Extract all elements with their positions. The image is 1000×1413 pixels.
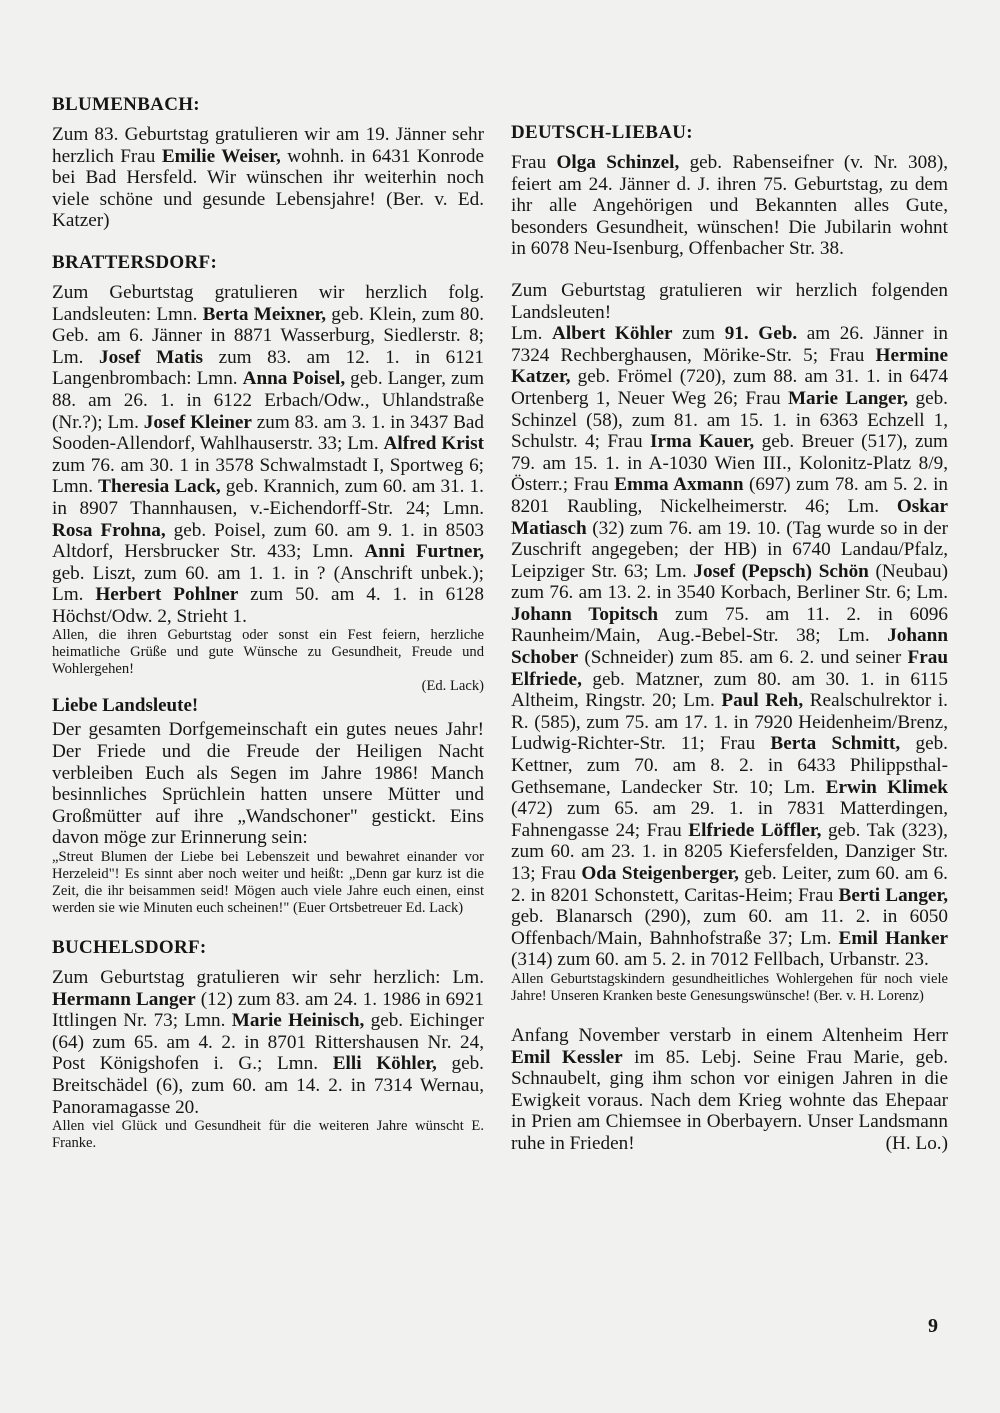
person-name: Emma Axmann bbox=[614, 474, 744, 496]
brattersdorf-text bbox=[52, 282, 484, 628]
text-run: geb. Breitschädel (6), zum 60. am 14. 2. in 7314 Wernau, Panoramagasse 20. bbox=[52, 1053, 484, 1118]
person-name: Albert Köhler bbox=[552, 323, 673, 345]
left-column bbox=[52, 94, 484, 1152]
person-name: Josef Matis bbox=[99, 346, 204, 368]
text-run: (32) zum 76. am 19. 10. (Tag wurde so in der Zuschrift angegeben; der HB) in 6740 Landau/Pfalz, Leipziger Str. 63; Lm. bbox=[511, 517, 948, 582]
person-name: Elli Köhler, bbox=[332, 1053, 437, 1075]
text-run: (12) zum 83. am 24. 1. 1986 in 6921 Ittlingen Nr. 73; Lmn. bbox=[52, 988, 484, 1032]
landsleute-quote: „Streut Blumen der Liebe bei Lebenszeit und bewahret einander vor Herzeleid"! Es sinnt aber noch weiter und heißt: „Denn gar kurz ist die Zeit, die ihr beisammen seid! Mögen auch viele Jahre euch einen, einst werden sie wie Minuten euch scheinen!" (Euer Ortsbetreuer Ed. Lack) bbox=[52, 849, 484, 917]
text-run: Zum 83. Geburtstag gratulieren wir am 19. Jänner sehr herzlich Frau bbox=[52, 124, 484, 167]
brattersdorf-wish: Allen, die ihren Geburtstag oder sonst ein Fest feiern, herzliche heimatliche Grüße und gute Wünsche zu Gesundheit, Freude und Wohlergehen! bbox=[52, 627, 484, 678]
text-run: geb. Krannich, zum 60. am 31. 1. in 8907 Thannhausen, v.-Eichendorff-Str. 24; Lmn. bbox=[52, 476, 484, 519]
text-run: zum bbox=[672, 323, 725, 345]
text-run: geb. Rabenseifner (v. Nr. 308), feiert am 24. Jänner d. J. ihren 75. Geburtstag, zu dem ihr alle Angehörigen und Bekannten alles Gute, besonders Gesundheit, wünschen! Die Jubilarin wohnt in 6078 Neu-Isenburg, Offenbacher Str. 38. bbox=[511, 152, 949, 260]
text-run: zum 75. am 11. 2. in 6096 Raunheim/Main, Aug.-Bebel-Str. 38; Lm. bbox=[511, 603, 948, 647]
text-run: am 26. Jänner in 7324 Rechberghausen, Mörike-Str. 5; Frau bbox=[511, 323, 948, 366]
page-number: 9 bbox=[928, 1315, 938, 1337]
heading-brattersdorf: BRATTERSDORF: bbox=[52, 251, 218, 273]
text-run: zum 50. am 4. 1. in 6128 Höchst/Odw. 2, Strieht 1. bbox=[52, 584, 484, 627]
text-run: (314) zum 60. am 5. 2. in 7012 Fellbach, Urbanstr. 23. bbox=[511, 949, 929, 971]
text-run: geb. Eichinger (64) zum 65. am 4. 2. in 8701 Rittershausen Nr. 24, Post Königshofen i. G.; Lmn. bbox=[52, 1010, 484, 1075]
text-run: (Schneider) zum 85. am 6. 2. und seiner bbox=[578, 647, 908, 669]
text-run: geb. Frömel (720), zum 88. am 31. 1. in 6474 Ortenberg 1, Neuer Weg 26; Frau bbox=[511, 366, 948, 409]
right-column bbox=[511, 122, 948, 1155]
text-run: geb. Liszt, zum 60. am 1. 1. in ? (Anschrift unbek.); Lm. bbox=[52, 562, 484, 606]
buchelsdorf-text bbox=[52, 967, 484, 1118]
heading-blumenbach: BLUMENBACH: bbox=[52, 94, 200, 115]
person-name: Emil Hanker bbox=[838, 927, 948, 949]
person-name: Emil Kessler bbox=[511, 1046, 623, 1068]
obituary-signature: (H. Lo.) bbox=[885, 1132, 948, 1154]
person-name: Olga Schinzel, bbox=[556, 152, 680, 173]
person-name: Herbert Pohlner bbox=[95, 584, 239, 606]
text-run: Zum Geburtstag gratulieren wir herzlich folg. Landsleuten: Lmn. bbox=[52, 281, 484, 325]
text-run: geb. Poisel, zum 60. am 9. 1. in 8503 Altdorf, Hersbrucker Str. 433; Lmn. bbox=[52, 519, 485, 563]
person-name: Elfriede Löffler, bbox=[688, 819, 822, 841]
text-run: zum 83. am 3. 1. in 3437 Bad Sooden-Allendorf, Wahlhauserstr. 33; Lm. bbox=[52, 411, 484, 455]
person-name: Berta Meixner, bbox=[202, 303, 327, 325]
text-run: zum 83. am 12. 1. in 6121 Langenbrombach: Lmn. bbox=[52, 346, 485, 390]
deutschliebau-text bbox=[511, 152, 948, 260]
text-run: Realschulrektor i. R. (585), zum 75. am 17. 1. in 7920 Heidenheim/Brenz, Ludwig-Richter-Str. 11; Frau bbox=[511, 690, 948, 755]
person-name: Hermine Katzer, bbox=[511, 344, 948, 388]
person-name: Irma Kauer, bbox=[649, 431, 755, 453]
heading-deutsch-liebau: DEUTSCH-LIEBAU: bbox=[511, 122, 693, 143]
person-name: Marie Heinisch, bbox=[231, 1010, 365, 1032]
person-name: Berta Schmitt, bbox=[770, 733, 901, 755]
text-run: im 85. Lebj. Seine Frau Marie, geb. Schnaubelt, ging ihm schon vor einigen Jahren in die Ewigkeit voraus. Nach dem Krieg wohnte das Ehepaar in Prien am Chiemsee in Oberbayern. Unser Landsmann ruhe in Frieden! bbox=[511, 1046, 949, 1154]
text-run: Anfang November verstarb in einem Altenheim Herr bbox=[511, 1024, 948, 1046]
text-run: (Neubau) zum 76. am 13. 2. in 3540 Korbach, Berliner Str. 6; Lm. bbox=[511, 560, 948, 604]
heading-buchelsdorf: BUCHELSDORF: bbox=[52, 937, 207, 959]
buchelsdorf-wish: Allen viel Glück und Gesundheit für die weiteren Jahre wünscht E. Franke. bbox=[52, 1118, 484, 1152]
greetings-wish: Allen Geburtstagskindern gesundheitliches Wohlergehen für noch viele Jahre! Unseren Kranken beste Genesungswünsche! (Ber. v. H. Lorenz) bbox=[511, 970, 948, 1004]
greetings-list bbox=[511, 323, 948, 971]
person-name: Alfred Krist bbox=[383, 433, 484, 455]
person-name: Frau Elfriede, bbox=[511, 647, 948, 690]
person-name: Theresia Lack, bbox=[98, 476, 221, 498]
person-name: Anna Poisel, bbox=[242, 368, 346, 390]
text-run: geb. Matzner, zum 80. am 30. 1. in 6115 Altheim, Ringstr. 20; Lm. bbox=[511, 668, 948, 712]
text-run: geb. Langer, zum 88. am 26. 1. in 6122 Erbach/Odw., Uhlandstraße (Nr.?); Lm. bbox=[52, 368, 484, 433]
text-run: geb. Schinzel (58), zum 81. am 15. 1. in 6363 Echzell 1, Schulstr. 4; Frau bbox=[511, 387, 948, 453]
person-name: Emilie Weiser, bbox=[161, 145, 281, 167]
blumenbach-text bbox=[52, 124, 484, 232]
person-name: Berti Langer, bbox=[838, 884, 948, 906]
text-run: (472) zum 65. am 29. 1. in 7831 Matterdingen, Fahnengasse 24; Frau bbox=[511, 798, 948, 841]
person-name: Josef (Pepsch) Schön bbox=[693, 560, 869, 582]
landsleute-text: Der gesamten Dorfgemeinschaft ein gutes neues Jahr! Der Friede und die Freude der Heiligen Nacht verbleiben Euch als Segen im Jahre 1986! Manch besinnliches Sprüchlein hatten unsere Mütter und Großmütter auf ihre „Wandschoner" gestickt. Eins davon möge zur Erinnerung sein: bbox=[52, 719, 484, 849]
brattersdorf-signature: (Ed. Lack) bbox=[421, 678, 484, 695]
text-run: geb. Klein, zum 80. Geb. am 6. Jänner in 8871 Wasserburg, Siedlerstr. 8; Lm. bbox=[52, 303, 485, 368]
heading-liebe-landsleute: Liebe Landsleute! bbox=[52, 695, 199, 717]
text-run: wohnh. in 6431 Konrode bei Bad Hersfeld. Wir wünschen ihr weiterhin noch viele schöne und gesunde Lebensjahre! (Ber. v. Ed. Katzer) bbox=[52, 145, 485, 232]
person-name: Josef Kleiner bbox=[143, 411, 252, 433]
text-run: geb. Tak (323), zum 60. am 23. 1. in 8205 Kiefersfelden, Danziger Str. 13; Frau bbox=[511, 819, 948, 884]
obituary-text bbox=[511, 1025, 948, 1155]
person-name: Johann Schober bbox=[511, 625, 948, 669]
person-name: Anni Furtner, bbox=[364, 541, 484, 563]
text-run: geb. Blanarsch (290), zum 60. am 11. 2. in 6050 Offenbach/Main, Bahnhofstraße 37; Lm. bbox=[511, 906, 948, 949]
text-run: geb. Breuer (517), zum 79. am 15. 1. in A-1030 Wien III., Kolonitz-Platz 8/9, Österr.; Frau bbox=[511, 431, 948, 496]
person-name: Oda Steigenberger, bbox=[581, 863, 739, 884]
text-run: Frau bbox=[511, 152, 557, 173]
greetings-intro: Zum Geburtstag gratulieren wir herzlich folgenden Landsleuten! bbox=[511, 279, 948, 323]
emphasis: 91. Geb. bbox=[724, 323, 798, 345]
text-run: Lm. bbox=[511, 323, 553, 345]
person-name: Rosa Frohna, bbox=[52, 519, 166, 541]
text-run: (697) zum 78. am 5. 2. in 8201 Raubling, Nickelheimerstr. 46; Lm. bbox=[511, 474, 948, 517]
person-name: Johann Topitsch bbox=[511, 603, 659, 625]
person-name: Paul Reh, bbox=[721, 690, 804, 712]
person-name: Marie Langer, bbox=[787, 387, 909, 409]
text-run: geb. Leiter, zum 60. am 6. 2. in 8201 Schonstett, Caritas-Heim; Frau bbox=[511, 863, 948, 906]
text-run: zum 76. am 30. 1 in 3578 Schwalmstadt I, Sportweg 6; Lmn. bbox=[52, 454, 484, 498]
text-run: Zum Geburtstag gratulieren wir sehr herzlich: Lm. bbox=[52, 967, 484, 989]
person-name: Erwin Klimek bbox=[825, 776, 948, 798]
person-name: Oskar Matiasch bbox=[511, 495, 948, 539]
person-name: Hermann Langer bbox=[52, 988, 196, 1010]
text-run: geb. Kettner, zum 70. am 8. 2. in 6433 Philippsthal-Gethsemane, Landecker Str. 10; Lm. bbox=[511, 733, 948, 798]
